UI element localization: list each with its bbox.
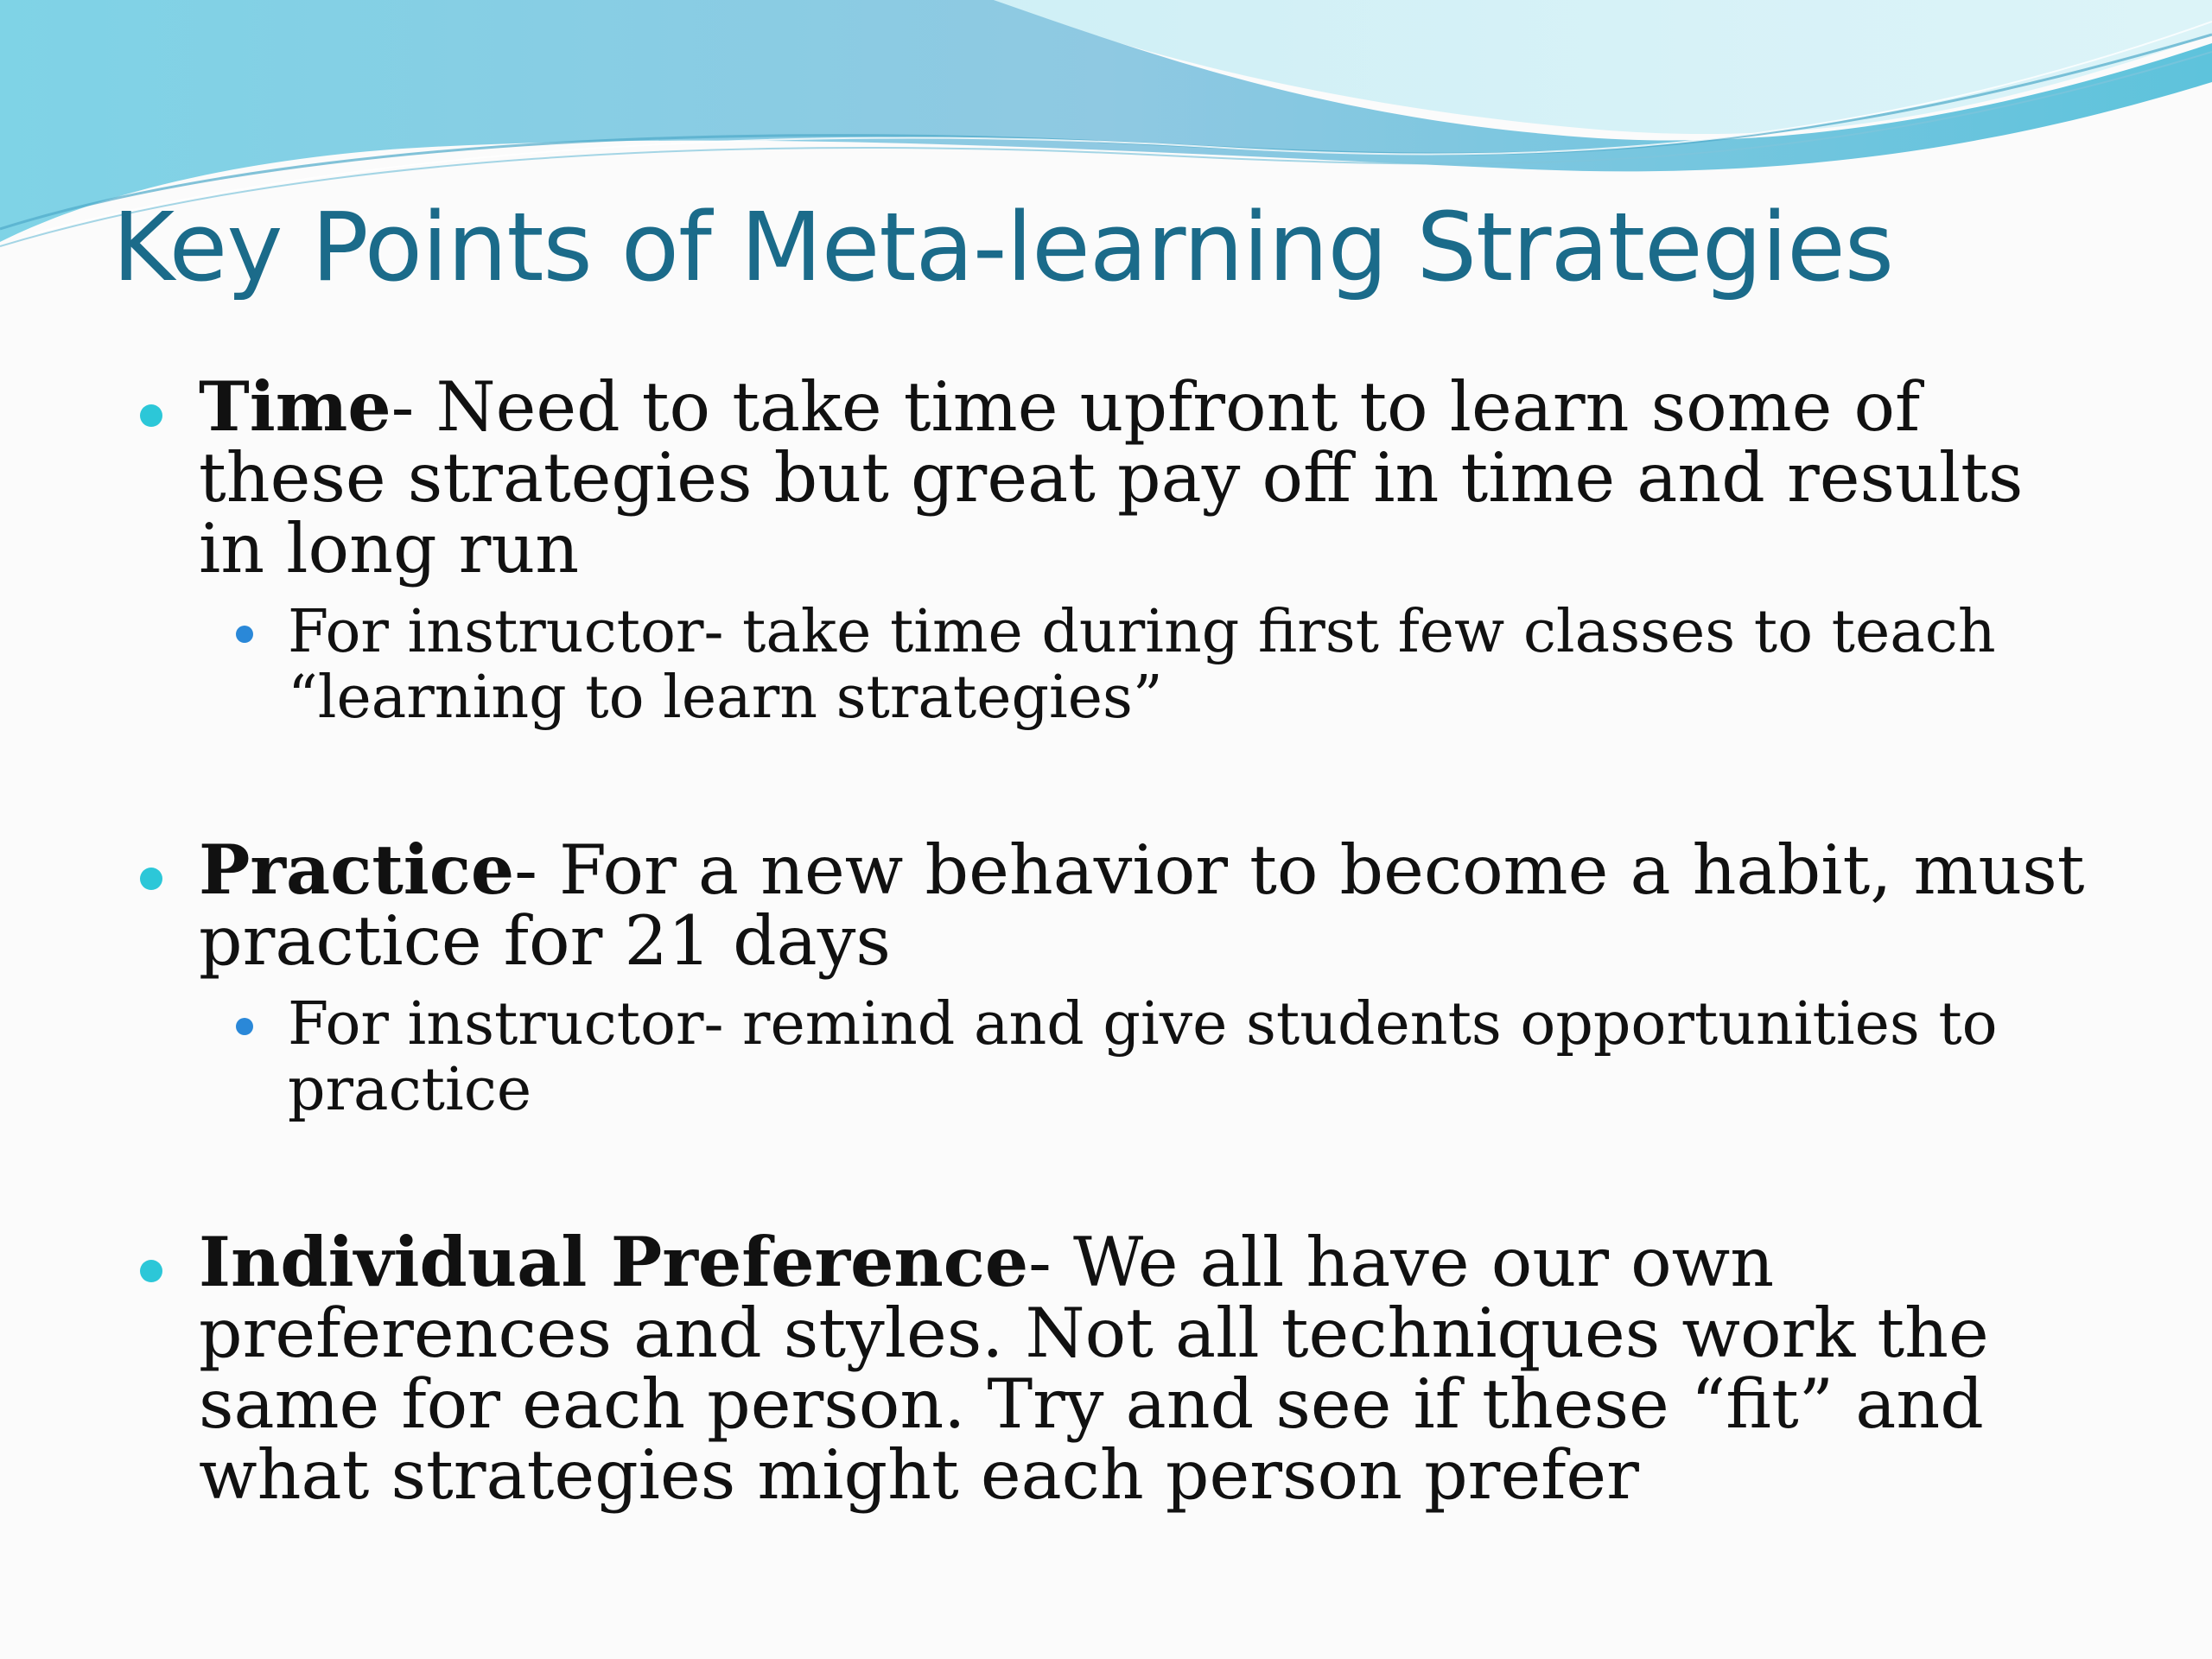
bullet-text: - We all have our own preferences and styles. Not all techniques work the same for each person. Try and see if these “fit” and what strategies might each person prefer bbox=[199, 1223, 1989, 1515]
bullet-individual-preference bbox=[0, 1222, 2100, 1515]
bullet-term: Practice bbox=[199, 830, 515, 910]
sub-bullet-practice-instructor: For instructor- remind and give students opportunities to practice bbox=[0, 992, 2016, 1123]
bullet-text: - For a new behavior to become a habit, must practice for 21 days bbox=[199, 830, 2085, 981]
sub-bullet-time-instructor: For instructor- take time during first few classes to teach “learning to learn strategies” bbox=[0, 600, 2016, 731]
bullet-time bbox=[0, 366, 2100, 588]
bullet-text: - Need to take time upfront to learn some of these strategies but great pay off in time and results in long run bbox=[199, 367, 2024, 588]
bullet-term: Individual Preference bbox=[199, 1222, 1029, 1302]
bullet-list bbox=[0, 366, 2212, 1515]
slide-title: Key Points of Meta-learning Strategies bbox=[112, 192, 1894, 302]
bullet-practice bbox=[0, 830, 2100, 981]
bullet-term: Time bbox=[199, 366, 391, 447]
